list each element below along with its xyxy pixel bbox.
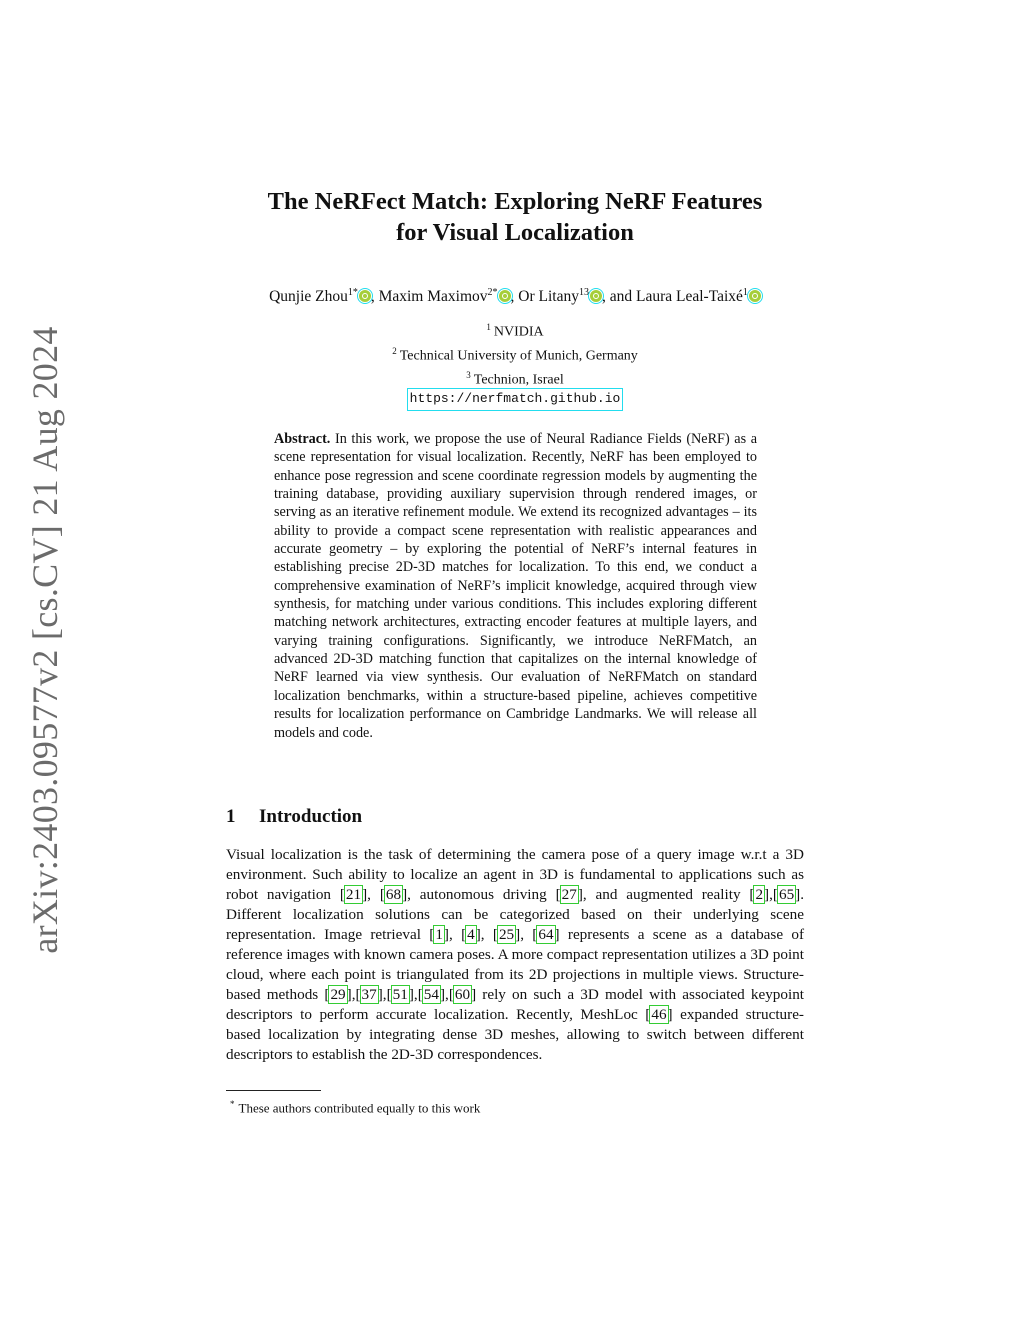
abstract-text: In this work, we propose the use of Neural Radiance Fields (NeRF) as a scene representation for visual localization. Recently, NeRF has been employed to enhance pose regression and scene coordinate regression models by augmenting the training database, providing auxiliary supervision through rendered images, or serving as an iterative refinement module. We extend its recognized advantages – its ability to provide a compact scene representation with realistic appearances and accurate geometry – by exploring the potential of NeRF’s internal features in establishing precise 2D-3D matches for localization. To this end, we conduct a comprehensive examination of NeRF’s implicit knowledge, acquired through view synthesis, for matching under various conditions. This includes exploring different matching network architectures, extracting encoder features at multiple layers, and varying training configurations. Significantly, we introduce NeRFMatch, an advanced 2D-3D matching function that capitalizes on the internal knowledge of NeRF learned via view synthesis. Our evaluation of NeRFMatch on standard localization benchmarks, within a structure-based pipeline, achieves competitive results for localization performance on Cambridge Landmarks. We will release all models and code.	[274, 431, 758, 741]
citation-link[interactable]: 68	[385, 886, 402, 903]
author-1	[269, 288, 379, 305]
section-heading	[226, 806, 362, 828]
affiliation-1	[200, 318, 830, 342]
citation-link[interactable]: 51	[392, 986, 408, 1003]
affiliation-name: Technion, Israel	[473, 372, 564, 388]
footnote-divider	[226, 1090, 321, 1091]
footnote	[230, 1095, 480, 1117]
author-3	[518, 288, 636, 305]
orcid-icon[interactable]	[590, 290, 602, 302]
citation-link[interactable]: 65	[778, 886, 795, 903]
author-list	[200, 282, 830, 308]
citation-link[interactable]: 64	[538, 926, 554, 943]
citation-link[interactable]: 29	[330, 986, 346, 1003]
affiliation-2	[200, 342, 830, 366]
intro-text-segment: , and augmented reality	[582, 886, 750, 903]
title-line-2: for Visual Localization	[396, 219, 634, 246]
citation-link[interactable]: 2	[755, 886, 764, 903]
intro-text-segment: ,	[480, 926, 493, 943]
abstract-label: Abstract.	[274, 431, 331, 447]
author-affiliation-mark: 1	[742, 287, 748, 298]
citation-link[interactable]: 37	[361, 986, 377, 1003]
author-affiliation-mark: 2*	[487, 287, 498, 298]
citation-link[interactable]: 21	[345, 886, 362, 903]
paper-title	[200, 186, 830, 248]
orcid-icon[interactable]	[749, 290, 761, 302]
affiliation-name: Technical University of Munich, Germany	[399, 348, 638, 364]
author-4	[636, 288, 761, 305]
citation-link[interactable]: 27	[561, 886, 577, 903]
affiliation-number: 3	[466, 370, 471, 381]
author-affiliation-mark: 13	[578, 287, 589, 298]
intro-text-segment: . Different localization solutions can be categorized based on their underlying scene representation. Image retrieval	[226, 886, 805, 943]
affiliation-number: 2	[392, 346, 397, 357]
orcid-icon[interactable]	[359, 290, 371, 302]
orcid-icon[interactable]	[499, 290, 511, 302]
author-affiliation-mark: 1*	[347, 287, 358, 298]
intro-text-segment: rely on such a 3D model with associated keypoint descriptors to perform accurate localization. Recently, MeshLoc	[226, 986, 805, 1023]
author-name: Or Litany	[518, 288, 579, 306]
citation-link[interactable]: 1	[435, 926, 443, 943]
intro-text-segment: ,	[367, 886, 380, 903]
footnote-mark: *	[230, 1099, 235, 1109]
title-line-1: The NeRFect Match: Exploring NeRF Features	[267, 188, 763, 215]
footnote-text: These authors contributed equally to this work	[238, 1100, 481, 1116]
citation-link[interactable]: 25	[498, 926, 515, 943]
affiliations	[200, 318, 830, 409]
author-name: Laura Leal-Taixé	[636, 288, 743, 306]
intro-text-segment: ,	[448, 926, 462, 943]
intro-text-segment: ,	[769, 886, 773, 903]
intro-text-segment: ,	[351, 986, 356, 1003]
affiliation-number: 1	[486, 322, 491, 332]
citation-link[interactable]: 60	[454, 986, 471, 1003]
intro-text-segment: represents a scene as a database of reference images with known camera poses. A more compact representation utilizes a 3D point cloud, where each point is triangulated from its 2D projections in multiple views. Structure-based methods	[226, 926, 805, 1003]
intro-text-segment: Visual localization is the task of determining the camera pose of a query image w.r.t a 3D environment. Such ability to localize an agent in 3D is fundamental to applications such as robot navigation	[226, 846, 804, 903]
intro-text-segment: ,	[413, 986, 418, 1003]
author-name: Qunjie Zhou	[269, 288, 348, 306]
intro-text-segment: ,	[445, 986, 449, 1003]
intro-text-segment: ,	[382, 986, 387, 1003]
author-name: Maxim Maximov	[378, 288, 488, 306]
project-url-link[interactable]: https://nerfmatch.github.io	[409, 390, 622, 409]
arxiv-sidebar	[0, 0, 90, 1325]
citation-link[interactable]: 46	[651, 1006, 667, 1023]
section-title: Introduction	[259, 806, 363, 827]
affiliation-3	[200, 366, 830, 390]
abstract	[274, 430, 757, 742]
intro-text-segment: , autonomous driving	[407, 886, 556, 903]
affiliation-name: NVIDIA	[493, 324, 544, 340]
arxiv-identifier: arXiv:2403.09577v2 [cs.CV] 21 Aug 2024	[25, 326, 65, 954]
author-separator: ,	[370, 288, 379, 306]
introduction-paragraph: Visual localization is the task of determining the camera pose of a query image w.r.t a 3D environment. Such ability to localize an agent in 3D is fundamental to applications such as robot navigation [21], [68], autonomous driving [27], and augmented reality [2],[65]. Different localization solutions can be categorized based on their underlying scene representation. Image retrieval [1], [4], [25], [64] represents a scene as a database of reference images with known camera poses. A more compact representation utilizes a 3D point cloud, where each point is triangulated from its 2D projections in multiple views. Structure-based methods [29],[37],[51],[54],[60] rely on such a 3D model with associated keypoint descriptors to perform accurate localization. Recently, MeshLoc [46] expanded structure-based localization by integrating dense 3D meshes, allowing to switch between different descriptors to establish the 2D-3D correspondences.	[226, 846, 805, 1063]
intro-text-segment: expanded structure-based localization by integrating dense 3D meshes, allowing to switch between different descriptors to establish the 2D-3D correspondences.	[226, 1006, 804, 1063]
citation-link[interactable]: 4	[467, 926, 475, 943]
author-2	[379, 288, 519, 305]
intro-text-segment: ,	[520, 926, 533, 943]
author-separator: ,	[510, 288, 519, 306]
section-number: 1	[226, 806, 236, 827]
author-separator: , and	[601, 288, 636, 306]
citation-link[interactable]: 54	[423, 986, 439, 1003]
